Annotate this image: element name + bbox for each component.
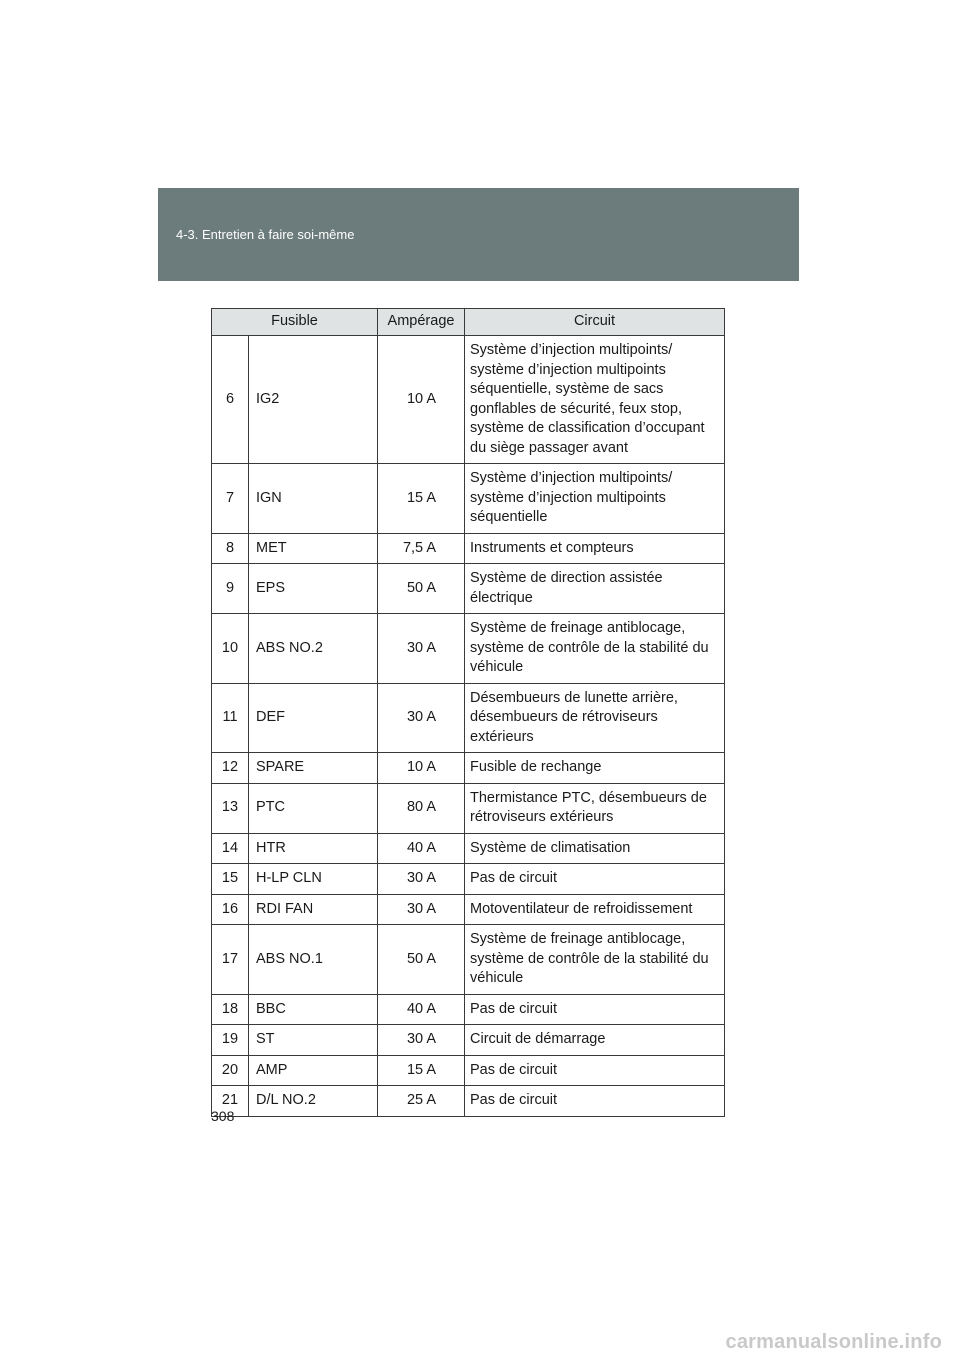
amperage-cell: 7,5 A xyxy=(378,533,465,564)
fuse-name-cell: RDI FAN xyxy=(249,894,378,925)
circuit-cell: Système d’injection multipoints/ système d’injection multipoints séquentielle xyxy=(465,464,725,534)
fuse-name-cell: EPS xyxy=(249,564,378,614)
fuse-number-cell: 10 xyxy=(212,614,249,684)
fuse-number-cell: 21 xyxy=(212,1086,249,1117)
table-row xyxy=(212,683,725,753)
fuse-number-cell: 6 xyxy=(212,336,249,464)
fuse-number-cell: 17 xyxy=(212,925,249,995)
table-row xyxy=(212,1055,725,1086)
amperage-cell: 50 A xyxy=(378,564,465,614)
fuse-number-cell: 15 xyxy=(212,864,249,895)
watermark: carmanualsonline.info xyxy=(725,1331,942,1353)
section-title: 4-3. Entretien à faire soi-même xyxy=(176,227,355,242)
amperage-cell: 40 A xyxy=(378,994,465,1025)
table-row xyxy=(212,533,725,564)
table-row xyxy=(212,564,725,614)
table-row xyxy=(212,753,725,784)
amperage-cell: 30 A xyxy=(378,614,465,684)
fuse-name-cell: MET xyxy=(249,533,378,564)
table-row xyxy=(212,864,725,895)
table-row xyxy=(212,614,725,684)
circuit-cell: Pas de circuit xyxy=(465,1055,725,1086)
circuit-cell: Instruments et compteurs xyxy=(465,533,725,564)
fuse-name-cell: SPARE xyxy=(249,753,378,784)
fuse-number-cell: 12 xyxy=(212,753,249,784)
fuse-name-cell: H-LP CLN xyxy=(249,864,378,895)
circuit-cell: Désembueurs de lunette arrière, désembueurs de rétroviseurs extérieurs xyxy=(465,683,725,753)
amperage-cell: 25 A xyxy=(378,1086,465,1117)
circuit-cell: Pas de circuit xyxy=(465,1086,725,1117)
section-header-band xyxy=(158,188,799,281)
table-row xyxy=(212,925,725,995)
table-header-row xyxy=(212,309,725,336)
fuse-name-cell: HTR xyxy=(249,833,378,864)
amperage-cell: 15 A xyxy=(378,464,465,534)
page-number: 308 xyxy=(211,1108,235,1124)
fuse-number-cell: 14 xyxy=(212,833,249,864)
circuit-cell: Système d’injection multipoints/ système d’injection multipoints séquentielle, système de sacs gonflables de sécurité, feux stop, système de classification d’occupant du siège passager avant xyxy=(465,336,725,464)
table-row xyxy=(212,994,725,1025)
amperage-cell: 50 A xyxy=(378,925,465,995)
fuse-table-body xyxy=(212,336,725,1117)
fuse-name-cell: DEF xyxy=(249,683,378,753)
fuse-name-cell: IG2 xyxy=(249,336,378,464)
circuit-cell: Système de direction assistée électrique xyxy=(465,564,725,614)
table-row xyxy=(212,464,725,534)
amperage-cell: 30 A xyxy=(378,1025,465,1056)
fuse-number-cell: 20 xyxy=(212,1055,249,1086)
table-row xyxy=(212,833,725,864)
table-row xyxy=(212,1086,725,1117)
circuit-cell: Système de freinage antiblocage, système de contrôle de la stabilité du véhicule xyxy=(465,925,725,995)
table-row xyxy=(212,894,725,925)
column-header-amperage: Ampérage xyxy=(378,309,465,336)
amperage-cell: 40 A xyxy=(378,833,465,864)
fuse-number-cell: 13 xyxy=(212,783,249,833)
fuse-number-cell: 8 xyxy=(212,533,249,564)
circuit-cell: Thermistance PTC, désembueurs de rétroviseurs extérieurs xyxy=(465,783,725,833)
circuit-cell: Système de freinage antiblocage, système de contrôle de la stabilité du véhicule xyxy=(465,614,725,684)
circuit-cell: Circuit de démarrage xyxy=(465,1025,725,1056)
fuse-name-cell: PTC xyxy=(249,783,378,833)
table-row xyxy=(212,336,725,464)
circuit-cell: Pas de circuit xyxy=(465,864,725,895)
circuit-cell: Système de climatisation xyxy=(465,833,725,864)
amperage-cell: 80 A xyxy=(378,783,465,833)
circuit-cell: Fusible de rechange xyxy=(465,753,725,784)
fuse-name-cell: BBC xyxy=(249,994,378,1025)
fuse-number-cell: 18 xyxy=(212,994,249,1025)
column-header-fusible: Fusible xyxy=(212,309,378,336)
fuse-name-cell: AMP xyxy=(249,1055,378,1086)
circuit-cell: Pas de circuit xyxy=(465,994,725,1025)
amperage-cell: 30 A xyxy=(378,864,465,895)
circuit-cell: Motoventilateur de refroidissement xyxy=(465,894,725,925)
amperage-cell: 30 A xyxy=(378,683,465,753)
fuse-number-cell: 11 xyxy=(212,683,249,753)
fuse-name-cell: ST xyxy=(249,1025,378,1056)
fuse-number-cell: 7 xyxy=(212,464,249,534)
fuse-table xyxy=(211,308,725,1117)
fuse-number-cell: 9 xyxy=(212,564,249,614)
fuse-name-cell: ABS NO.2 xyxy=(249,614,378,684)
table-row xyxy=(212,1025,725,1056)
table-row xyxy=(212,783,725,833)
amperage-cell: 15 A xyxy=(378,1055,465,1086)
column-header-circuit: Circuit xyxy=(465,309,725,336)
fuse-name-cell: IGN xyxy=(249,464,378,534)
amperage-cell: 30 A xyxy=(378,894,465,925)
fuse-name-cell: ABS NO.1 xyxy=(249,925,378,995)
fuse-name-cell: D/L NO.2 xyxy=(249,1086,378,1117)
amperage-cell: 10 A xyxy=(378,753,465,784)
fuse-number-cell: 16 xyxy=(212,894,249,925)
fuse-number-cell: 19 xyxy=(212,1025,249,1056)
amperage-cell: 10 A xyxy=(378,336,465,464)
